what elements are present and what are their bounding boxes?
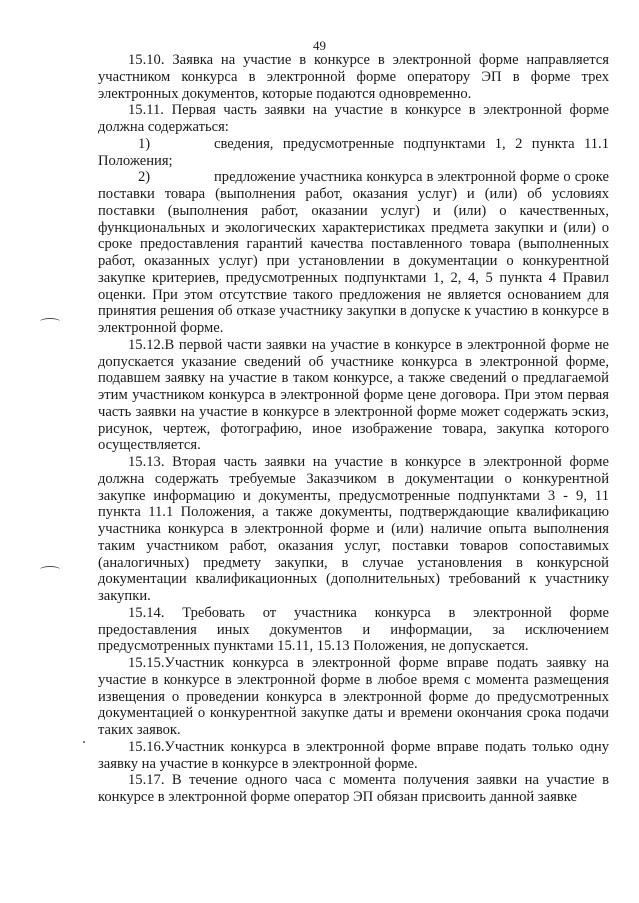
page-number: 49 (313, 38, 326, 53)
paragraph-15-17: 15.17. В течение одного часа с момента получения заявки на участие в конкурсе в электронной форме оператор ЭП обязан присвоить данной заявке (98, 772, 609, 805)
scan-speck (83, 741, 85, 743)
list-item-1 (98, 136, 609, 170)
list-item-2 (98, 169, 609, 337)
paragraph-15-15: 15.15.Участник конкурса в электронной форме вправе подать заявку на участие в конкурсе в электронной форме в любое время с момента размещения извещения о проведении конкурса в электронной форме до предусмотренных документацией о конкурентной закупке даты и времени окончания срока подачи таких заявок. (98, 655, 609, 738)
list-item-number: 2) (138, 169, 151, 186)
paragraph-15-10: 15.10. Заявка на участие в конкурсе в электронной форме направляется участником конкурса в электронной форме оператору ЭП в форме трех электронных документов, которые подаются одновременно. (98, 52, 609, 102)
paragraph-15-14: 15.14. Требовать от участника конкурса в электронной форме предоставления иных документов и информации, за исключением предусмотренных пунктами 15.11, 15.13 Положения, не допускается. (98, 604, 609, 655)
list-item-text: сведения, предусмотренные подпунктами 1, 2 пункта 11.1 Положения; (98, 135, 609, 169)
paragraph-15-13: 15.13. Вторая часть заявки на участие в конкурсе в электронной форме должна содержать требуемые Заказчиком в документации о конкурентной закупке информацию и документы, предусмотренные подпунктами 3 - 9, 11 пункта 11.1 Положения, а также документы, подтверждающие квалификацию участника конкурса в электронной форме и (или) наличие опыта выполнения таким участником работ, оказания услуг, поставки товаров сопоставимых (аналогичных) предмету закупки, в случае установления в конкурсной документации квалификационных (дополнительных) требований к участнику закупки. (98, 454, 609, 604)
binding-hole-mark (40, 566, 60, 573)
list-item-number: 1) (138, 135, 151, 152)
document-body (98, 52, 609, 806)
paragraph-15-11: 15.11. Первая часть заявки на участие в конкурсе в электронной форме должна содержаться: (98, 102, 609, 135)
paragraph-15-16: 15.16.Участник конкурса в электронной форме вправе подать только одну заявку на участие в конкурсе в электронной форме. (98, 738, 609, 772)
paragraph-15-12: 15.12.В первой части заявки на участие в конкурсе в электронной форме не допускается указание сведений об участнике конкурса в электронной форме, подавшем заявку на участие в таком конкурсе, а также сведений о предлагаемой этим участником конкурса в электронной форме цене договора. При этом первая часть заявки на участие в конкурсе в электронной форме может содержать эскиз, рисунок, чертеж, фотографию, иное изображение товара, закупка которого осуществляется. (98, 336, 609, 454)
list-item-text: предложение участника конкурса в электронной форме о сроке поставки товара (выполнения работ, оказания услуг) и (или) об условиях поставки (выполнения работ, оказании услуг) и (или) о качественных, функциональных и экологических характеристиках предмета закупки и (или) о сроке предоставления гарантий качества поставленного товара (выполненных работ, оказанных услуг) при установлении в документации о конкурентной закупке критериев, предусмотренных подпунктами 1, 2, 4, 5 пункта 4 Правил оценки. При этом отсутствие такого предложения не является основанием для принятия решения об отказе участнику закупки в допуске к участию в конкурсе в электронной форме. (98, 169, 609, 336)
binding-hole-mark (40, 318, 60, 325)
